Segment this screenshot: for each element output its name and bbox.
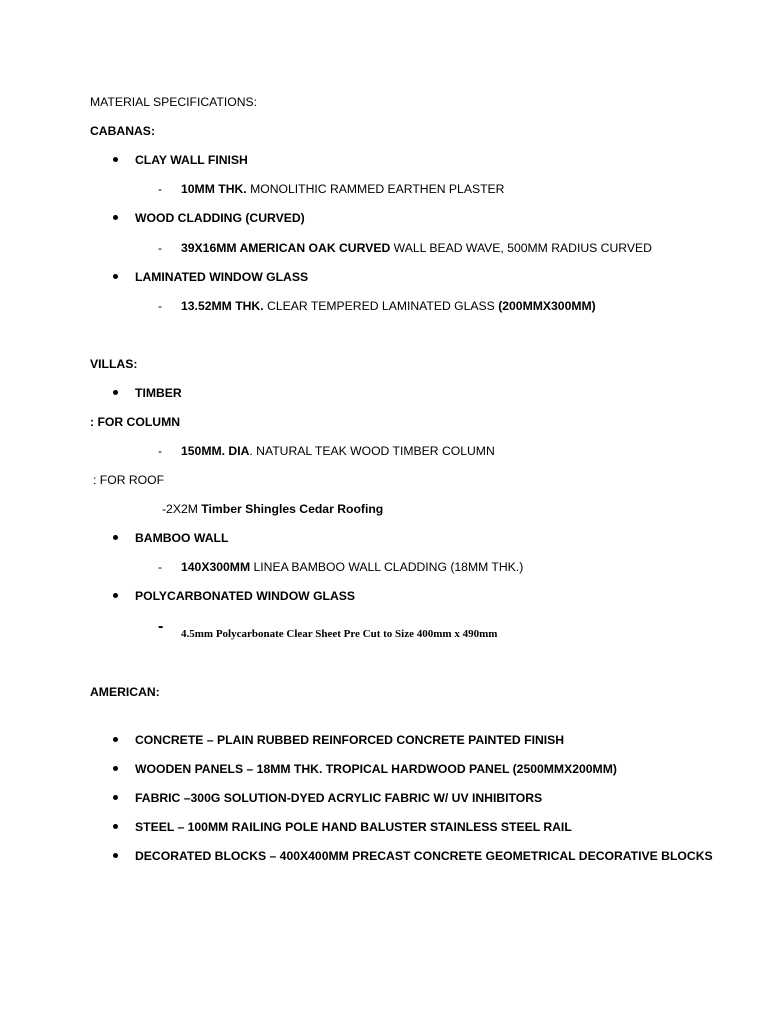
spec-text: LINEA BAMBOO WALL CLADDING (18MM THK.)	[250, 560, 524, 574]
document-heading: MATERIAL SPECIFICATIONS:	[90, 95, 258, 109]
dash-marker: -	[158, 299, 163, 313]
spec-text: -2X2M	[162, 502, 202, 516]
section-title-cabanas: CABANAS:	[90, 124, 155, 138]
item-label-bamboo-wall: BAMBOO WALL	[135, 531, 229, 545]
item-label-timber: TIMBER	[135, 386, 182, 400]
list-item: WOODEN PANELS – 18MM THK. TROPICAL HARDWOOD PANEL (2500MMX200MM)	[135, 762, 617, 776]
list-item: FABRIC –300G SOLUTION-DYED ACRYLIC FABRIC W/ UV INHIBITORS	[135, 791, 543, 805]
bullet-icon	[113, 824, 118, 829]
spec-bold: 13.52MM THK.	[181, 299, 264, 313]
list-item: STEEL – 100MM RAILING POLE HAND BALUSTER STAINLESS STEEL RAIL	[135, 820, 572, 834]
dash-marker: -	[158, 560, 163, 574]
spec-timber-roof	[162, 501, 383, 517]
spec-clay-wall-finish	[181, 181, 504, 197]
dash-marker: -	[158, 182, 163, 196]
section-title-villas: VILLAS:	[90, 357, 138, 371]
spec-laminated-window-glass	[181, 298, 596, 314]
subheading-for-roof: : FOR ROOF	[93, 473, 165, 487]
spec-text: CLEAR TEMPERED LAMINATED GLASS	[263, 299, 499, 313]
bullet-icon	[113, 737, 118, 742]
spec-bold: 140X300MM	[181, 560, 251, 574]
bullet-icon	[113, 535, 118, 540]
dash-marker: -	[158, 618, 164, 635]
bullet-icon	[113, 274, 118, 279]
item-label-clay-wall-finish: CLAY WALL FINISH	[135, 153, 248, 167]
spec-bold: 10MM THK.	[181, 182, 247, 196]
spec-wood-cladding	[181, 240, 652, 256]
spec-bamboo-wall	[181, 559, 523, 575]
bullet-icon	[113, 795, 118, 800]
bullet-icon	[113, 593, 118, 598]
spec-polycarbonate-sheet: 4.5mm Polycarbonate Clear Sheet Pre Cut to Size 400mm x 490mm	[181, 628, 498, 640]
bullet-icon	[113, 853, 118, 858]
spec-timber-column	[181, 443, 495, 459]
bullet-icon	[113, 215, 118, 220]
section-title-american: AMERICAN:	[90, 685, 160, 699]
list-item: CONCRETE – PLAIN RUBBED REINFORCED CONCRETE PAINTED FINISH	[135, 733, 565, 747]
item-label-wood-cladding: WOOD CLADDING (CURVED)	[135, 211, 305, 225]
spec-bold: Timber Shingles Cedar Roofing	[201, 502, 384, 516]
bullet-icon	[113, 766, 118, 771]
spec-text: MONOLITHIC RAMMED EARTHEN PLASTER	[246, 182, 505, 196]
spec-text: . NATURAL TEAK WOOD TIMBER COLUMN	[249, 444, 495, 458]
dash-marker: -	[158, 444, 163, 458]
item-label-polycarbonated-window-glass: POLYCARBONATED WINDOW GLASS	[135, 589, 356, 603]
spec-text: WALL BEAD WAVE, 500MM RADIUS CURVED	[390, 241, 652, 255]
bullet-icon	[113, 390, 118, 395]
bullet-icon	[113, 157, 118, 162]
item-label-laminated-window-glass: LAMINATED WINDOW GLASS	[135, 270, 309, 284]
spec-bold: 39X16MM AMERICAN OAK CURVED	[181, 241, 391, 255]
subheading-for-column: : FOR COLUMN	[90, 415, 181, 429]
spec-bold-size: (200MMX300MM)	[498, 299, 596, 313]
spec-bold: 150MM. DIA	[181, 444, 250, 458]
list-item: DECORATED BLOCKS – 400X400MM PRECAST CONCRETE GEOMETRICAL DECORATIVE BLOCKS	[135, 849, 713, 863]
dash-marker: -	[158, 241, 163, 255]
